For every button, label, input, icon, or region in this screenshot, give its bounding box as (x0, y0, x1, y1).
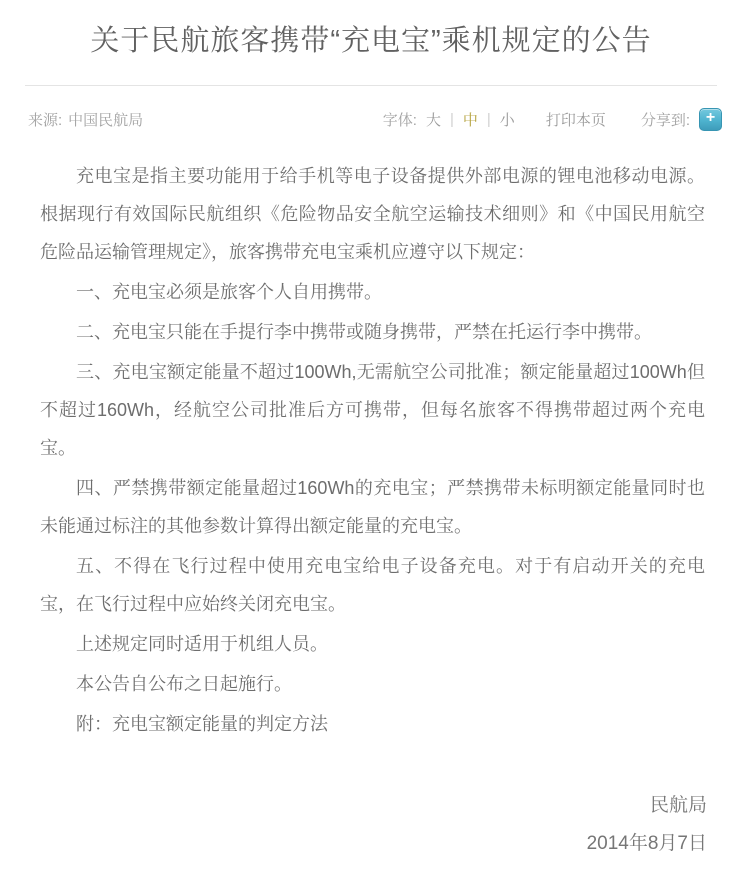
paragraph: 二、充电宝只能在手提行李中携带或随身携带，严禁在托运行李中携带。 (76, 321, 652, 342)
paragraph: 三、充电宝额定能量不超过100Wh,无需航空公司批准；额定能量超过100Wh但不超过160Wh，经航空公司批准后方可携带，但每名旅客不得携带超过两个充电宝。 (40, 361, 705, 458)
publish-date: 2014年8月7日 (586, 832, 707, 854)
font-size-option-medium[interactable]: 中 (462, 111, 478, 129)
page-title: 关于民航旅客携带“充电宝”乘机规定的公告 (90, 25, 652, 57)
font-size-label: 字体: (382, 111, 417, 129)
font-size-option-small[interactable]: 小 (499, 111, 515, 129)
paragraph: 充电宝是指主要功能用于给手机等电子设备提供外部电源的锂电池移动电源。根据现行有效国际民航组织《危险物品安全航空运输技术细则》和《中国民用航空危险品运输管理规定》，旅客携带充电宝乘机应遵守以下规定： (40, 165, 705, 262)
plus-icon: + (705, 109, 716, 127)
page-tools (383, 108, 722, 131)
paragraph: 附：充电宝额定能量的判定方法 (76, 713, 328, 734)
separator: | (486, 110, 491, 128)
source-label: 来源: (28, 111, 63, 129)
paragraph: 一、充电宝必须是旅客个人自用携带。 (76, 281, 382, 302)
share-label: 分享到: (640, 111, 690, 129)
source-value: 中国民航局 (68, 111, 144, 129)
paragraph: 四、严禁携带额定能量超过160Wh的充电宝；严禁携带未标明额定能量同时也未能通过标注的其他参数计算得出额定能量的充电宝。 (40, 477, 705, 536)
footer (0, 787, 742, 863)
separator: | (449, 110, 454, 128)
font-size-option-large[interactable]: 大 (425, 111, 441, 129)
print-page-link[interactable]: 打印本页 (545, 111, 606, 129)
paragraph: 上述规定同时适用于机组人员。 (76, 633, 328, 654)
paragraph: 本公告自公布之日起施行。 (76, 673, 292, 694)
signature: 民航局 (649, 794, 707, 816)
paragraph: 五、不得在飞行过程中使用充电宝给电子设备充电。对于有启动开关的充电宝，在飞行过程中应始终关闭充电宝。 (40, 555, 705, 614)
share-button[interactable] (699, 108, 722, 131)
article-body (0, 131, 742, 743)
meta-row (0, 86, 742, 131)
source-info (28, 109, 143, 130)
